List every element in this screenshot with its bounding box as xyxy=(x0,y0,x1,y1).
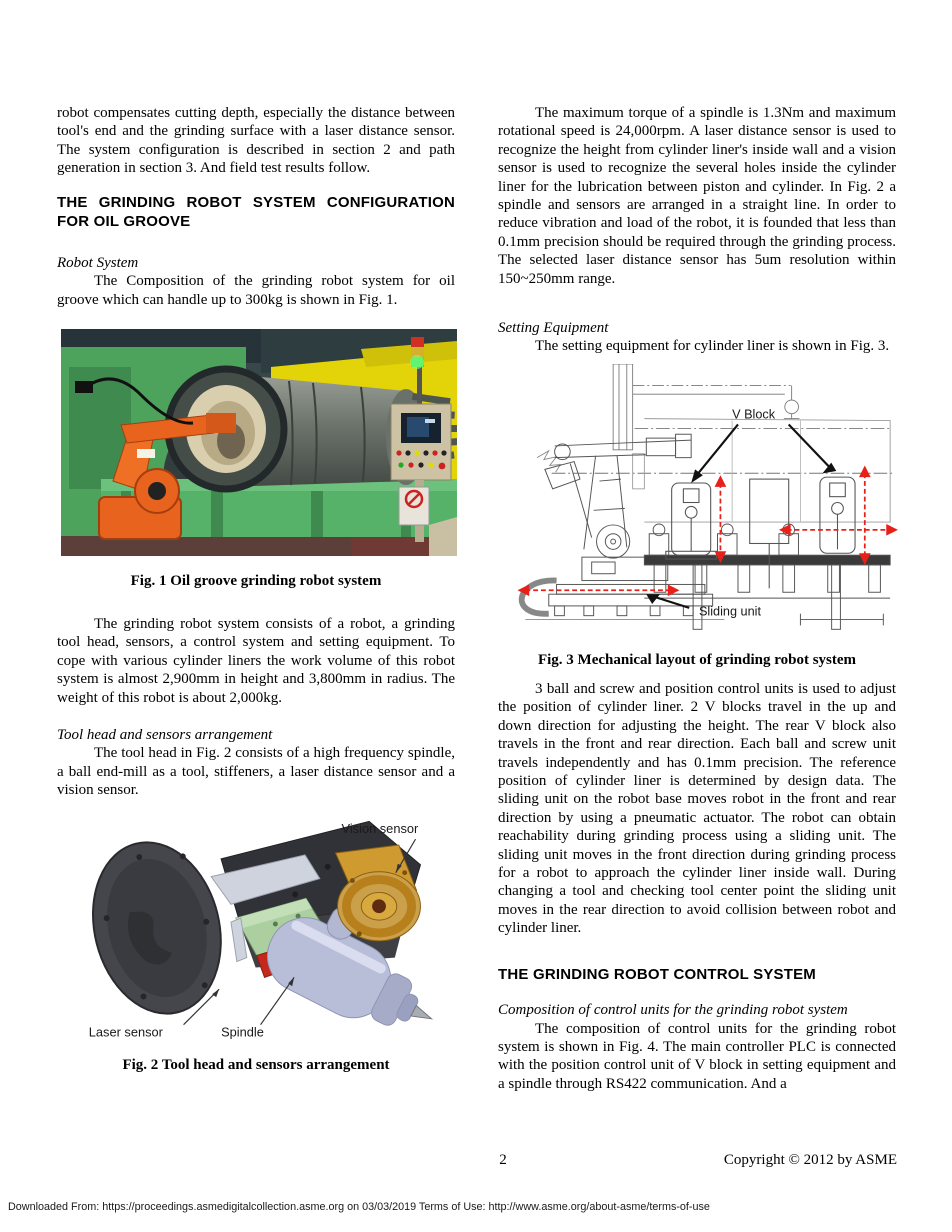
text-columns xyxy=(57,104,896,1093)
download-notice: Downloaded From: https://proceedings.asmedigitalcollection.asme.org on 03/03/2019 Terms of Use: http://www.asme.org/about-asme/terms-of-use xyxy=(8,1201,710,1213)
subsection-composition: Composition of control units for the grinding robot system xyxy=(498,1002,848,1019)
figure-1-caption: Fig. 1 Oil groove grinding robot system xyxy=(130,573,382,590)
subsection-robot-system: Robot System xyxy=(57,254,139,271)
body-paragraph: robot compensates cutting depth, especially the distance between tool's end and the grinding surface with a laser distance sensor. The system configuration is described in section 2 and path generation in section 3. And field test results follow. xyxy=(57,105,455,177)
figure-3-drawing xyxy=(498,364,896,669)
copyright-notice: Copyright © 2012 by ASME xyxy=(723,1152,897,1168)
section-heading-configuration: THE GRINDING ROBOT SYSTEM CONFIGURATION FOR OIL GROOVE xyxy=(57,193,455,231)
oil-groove-robot-photo xyxy=(61,329,457,556)
figure-2-render xyxy=(57,806,455,1074)
fig3-label-sliding: Sliding unit xyxy=(698,604,761,619)
mechanical-layout-drawing xyxy=(498,364,898,642)
body-paragraph: The grinding robot system consists of a robot, a grinding tool head, sensors, a control system and setting equipment. To cope with various cylinder liners the work volume of this robot system is almost 2,900mm in height and 3,800mm in radius. The weight of this robot is about 2,000kg. xyxy=(57,616,455,706)
body-paragraph: The maximum torque of a spindle is 1.3Nm and maximum rotational speed is 24,000rpm. A laser distance sensor is used to recognize the height from cylinder liner's inside wall and a vision sensor is used to recognize the several holes inside the cylinder liner for the lubrication between piston and cylinder. In Fig. 2 a spindle and sensors are arranged in a straight line. In order to reduce vibration and load of the robot, it is founded that less than 0.1mm precision should be required through the grinding process. The selected laser distance sensor has 5um resolution within 150~250mm range. xyxy=(498,105,896,287)
body-paragraph: The setting equipment for cylinder liner is shown in Fig. 3. xyxy=(535,338,890,355)
figure-1-photo xyxy=(57,329,455,590)
tool-head-render xyxy=(73,806,458,1046)
body-paragraph: 3 ball and screw and position control units is used to adjust the position of cylinder liner. 2 V blocks travel in the up and down direction for adjusting the height. The rear V block also travels in the front and rear direction. Each ball and screw unit travels independently and has 0.1mm precision. The reference position of cylinder liner is determined by design data. The sliding unit on the robot base moves robot in the front and rear direction by using a pneumatic actuator. The robot can obtain reachability during grinding process using a sliding unit. The sliding unit moves in the front direction during grinding process for a robot to approach the cylinder liner inside wall. During changing a tool and checking tool center point the sliding unit moves in the rear direction to avoid collision between robot and cylinder liner. xyxy=(498,680,896,937)
section-heading-control-system: THE GRINDING ROBOT CONTROL SYSTEM xyxy=(498,965,816,983)
body-paragraph: The tool head in Fig. 2 consists of a high frequency spindle, a ball end-mill as a tool, stiffeners, a laser distance sensor and a vision sensor. xyxy=(57,745,455,799)
figure-2-caption: Fig. 2 Tool head and sensors arrangement xyxy=(122,1056,390,1073)
fig2-label-laser: Laser sensor xyxy=(88,1024,163,1040)
subsection-setting-equipment: Setting Equipment xyxy=(498,320,609,337)
body-paragraph: The composition of control units for the grinding robot system is shown in Fig. 4. The main controller PLC is connected with the position control unit of V block in setting equipment and a spindle through RS422 communication. And a xyxy=(498,1020,896,1092)
subsection-tool-head: Tool head and sensors arrangement xyxy=(57,727,273,744)
page-number: 2 xyxy=(499,1152,507,1168)
left-column xyxy=(57,104,455,1093)
fig2-label-vision: Vision sensor xyxy=(341,820,419,836)
right-column xyxy=(498,104,896,1093)
fig2-label-spindle: Spindle xyxy=(221,1024,264,1040)
body-paragraph: The Composition of the grinding robot system for oil groove which can handle up to 300kg is shown in Fig. 1. xyxy=(57,273,455,308)
fig3-label-vblock: V Block xyxy=(732,407,776,422)
figure-3-caption: Fig. 3 Mechanical layout of grinding robot system xyxy=(537,651,857,668)
